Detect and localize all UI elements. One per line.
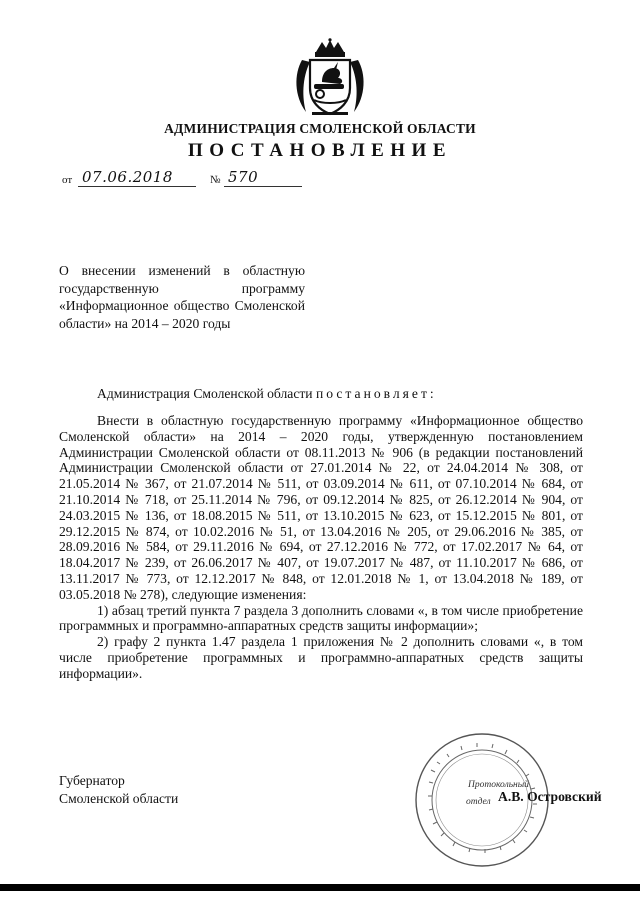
- number-underline: [224, 186, 302, 187]
- body-paragraph-1: Внести в областную государственную программу «Информационное общество Смоленской области» на 2014 – 2020 годы, утвержденную постановлением Администрации Смоленской области от 08.11.2013 № 906 (в редакции постановлений Администрации Смоленской области от 27.01.2014 № 22, от 24.04.2014 № 308, от 21.05.2014 № 367, от 21.07.2014 № 511, от 03.09.2014 № 611, от 07.10.2014 № 684, от 21.10.2014 № 718, от 25.11.2014 № 796, от 09.12.2014 № 825, от 26.12.2014 № 904, от 24.03.2015 № 136, от 18.08.2015 № 511, от 13.10.2015 № 623, от 15.12.2015 № 801, от 29.12.2015 № 874, от 10.02.2016 № 51, от 13.04.2016 № 205, от 29.06.2016 № 385, от 28.09.2016 № 584, от 29.11.2016 № 694, от 27.12.2016 № 772, от 17.02.2017 № 64, от 18.04.2017 № 239, от 26.06.2017 № 407, от 19.07.2017 № 487, от 11.10.2017 № 686, от 13.11.2017 № 773, от 12.12.2017 № 848, от 12.01.2018 № 1, от 13.04.2018 № 189, от 03.05.2018 № 278), следующие изменения:: [59, 413, 583, 602]
- number-value: 570: [228, 168, 259, 186]
- organization-name: АДМИНИСТРАЦИЯ СМОЛЕНСКОЙ ОБЛАСТИ: [164, 121, 476, 136]
- date-underline: [78, 186, 196, 187]
- date-value: 07.06.2018: [82, 168, 173, 186]
- document-subject: О внесении изменений в областную государственную программу «Информационное общество Смоленской области» на 2014 – 2020 годы: [59, 263, 305, 331]
- signatory-title-line-1: Губернатор: [59, 773, 125, 788]
- signatory-title-line-2: Смоленской области: [59, 791, 179, 806]
- stamp-text-line-2: отдел: [466, 797, 491, 807]
- body-paragraph-3: 2) графу 2 пункта 1.47 раздела 1 приложения № 2 дополнить словами «, в том числе приобретение программных и программно-аппаратных средств защиты информации».: [59, 634, 583, 681]
- preamble: [97, 386, 437, 402]
- body-paragraph-2: 1) абзац третий пункта 7 раздела 3 дополнить словами «, в том числе приобретение программных и программно-аппаратных средств защиты информации»;: [59, 602, 583, 634]
- signatory-title: [59, 772, 178, 808]
- document-body: [59, 413, 583, 682]
- date-label: от: [62, 174, 73, 186]
- preamble-verb: постановляет:: [315, 386, 437, 401]
- bottom-border-bar: [0, 884, 640, 891]
- document-type-title: ПОСТАНОВЛЕНИЕ: [187, 140, 453, 161]
- preamble-lead: Администрация Смоленской области: [97, 386, 313, 401]
- stamp-text-line-1: Протокольный: [468, 780, 529, 790]
- number-label: №: [210, 174, 221, 186]
- coat-of-arms-emblem: [292, 38, 368, 118]
- signatory-name: А.В. Островский: [498, 789, 602, 804]
